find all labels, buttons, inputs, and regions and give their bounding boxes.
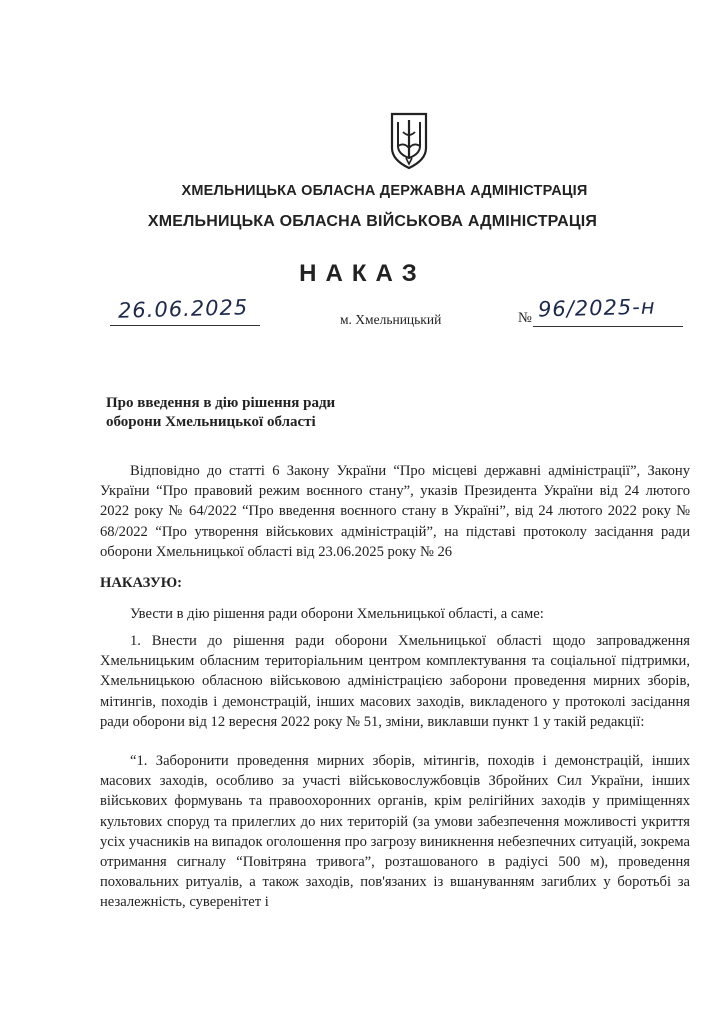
org-name-state-administration: ХМЕЛЬНИЦЬКА ОБЛАСНА ДЕРЖАВНА АДМІНІСТРАЦІЯ xyxy=(181,183,588,199)
number-label: № xyxy=(518,310,532,326)
order-word: НАКАЗУЮ: xyxy=(100,575,182,591)
preamble-paragraph: Відповідно до статті 6 Закону України “Про місцеві державні адміністрації”, Закону України “Про правовий режим воєнного стану”, указів Президента України від 24 лютого 2022 року № 64/2022 “Про введення воєнного стану в Україні”, від 24 лютого 2022 року № 68/2022 “Про утворення військових адміністрацій”, на підставі протоколу засідання ради оборони Хмельницької області від 23.06.2025 року № 26 xyxy=(100,463,690,560)
document-title: НАКАЗ xyxy=(299,260,426,287)
intro-paragraph: Увести в дію рішення ради оборони Хмельницької області, а саме: xyxy=(130,606,544,622)
item-1-paragraph: 1. Внести до рішення ради оборони Хмельницької області щодо запровадження Хмельницьким обласним територіальним центром комплектування та соціальної підтримки, Хмельницькою обласною військовою адміністрацією заборони проведення мирних зборів, мітингів, походів і демонстрацій, інших масових заходів, викладеного у протоколі засідання ради оборони від 12 вересня 2022 року № 51, зміни, виклавши пункт 1 у такій редакції: xyxy=(100,633,690,730)
tryzub-icon xyxy=(388,112,430,170)
handwritten-date: 26.06.2025 xyxy=(117,295,249,323)
order-subject xyxy=(106,394,406,432)
org-name-military-administration: ХМЕЛЬНИЦЬКА ОБЛАСНА ВІЙСЬКОВА АДМІНІСТРАЦІЯ xyxy=(147,213,598,230)
issue-city: м. Хмельницький xyxy=(340,312,442,327)
subject-line-1: Про введення в дію рішення ради xyxy=(106,395,336,411)
subject-line-2: оборони Хмельницької області xyxy=(106,414,316,430)
handwritten-number: 96/2025-н xyxy=(537,294,656,322)
quoted-item-paragraph: “1. Заборонити проведення мирних зборів, мітингів, походів і демонстрацій, інших масових заходів, особливо за участі військовослужбовців Збройних Сил України, інших військових формувань та правоохоронних органів, крім релігійних заходів у приміщеннях культових споруд та прилеглих до них територій (за умови забезпечення можливості укриття усіх учасників на випадок оголошення про загрозу виникнення небезпечних ситуацій, зокрема отримання сигналу “Повітряна тривога”, розташованого в радіусі 500 м), проведення поховальних ритуалів, а також заходів, пов'язаних із вшануванням загиблих у боротьбі за незалежність, суверенітет і xyxy=(100,753,690,911)
